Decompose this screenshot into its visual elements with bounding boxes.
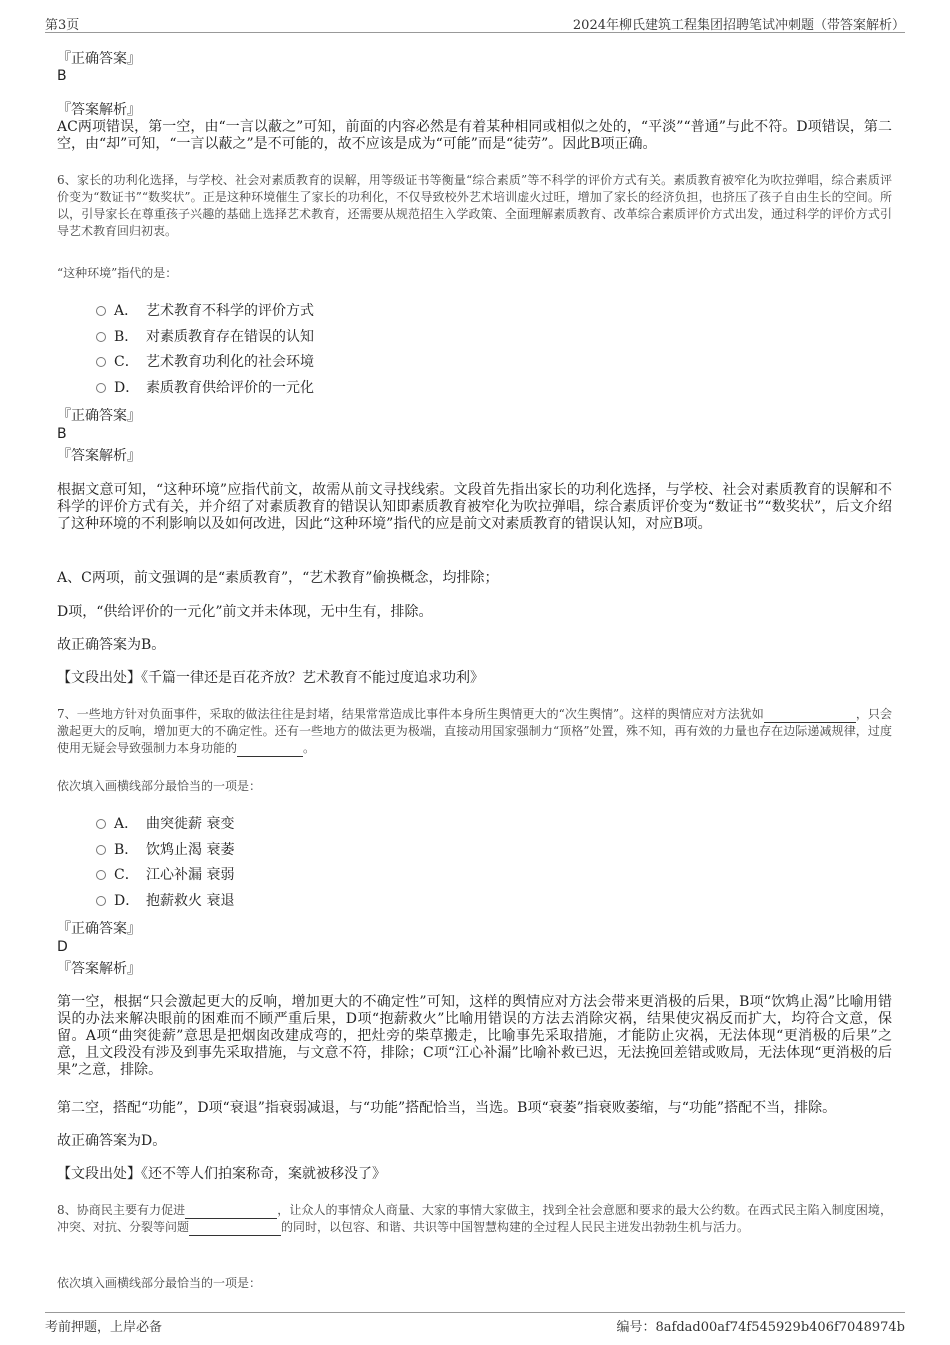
- question-stem: 7、一些地方针对负面事件，采取的做法往往是封堵，结果常常造成比事件本身所生舆情更大的“次生舆情”。这样的舆情应对方法犹如 ，只会激起更大的反响，增加更大的不确定性。还有一些地方的做法更为极端，直接动用国家强制力“顶格”处置，殊不知，再有效的力量也存在边际递减规律，过度使用无疑会导致强制力本身功能的 。: [57, 707, 892, 755]
- analysis-text: 故正确答案为B。: [57, 637, 166, 653]
- option-b[interactable]: B． 饮鸩止渴 衰萎: [96, 841, 234, 859]
- option-c[interactable]: C． 艺术教育功利化的社会环境: [96, 353, 314, 371]
- question-stem: 8、协商民主要有力促进 ，让众人的事情众人商量、大家的事情大家做主，找到全社会意愿和要求的最大公约数。在西式民主陷入制度困境，冲突、对抗、分裂等问题 的同时，以包容、和谐、共识等中国智慧构建的全过程人民民主迸发出勃勃生机与活力。: [57, 1203, 892, 1234]
- question-stem: 6、家长的功利化选择，与学校、社会对素质教育的误解，用等级证书等衡量“综合素质”等不科学的评价方式有关。素质教育被窄化为吹拉弹唱，综合素质评价变为“数证书”“数奖状”。正是这种环境催生了家长的功利化，不仅导致校外艺术培训虚火过旺，增加了家长的经济负担，也挤压了孩子自由生长的空间。所以，引导家长在尊重孩子兴趣的基础上选择艺术教育，还需要从规范招生入学政策、全面理解素质教育、改革综合素质评价方式出发，通过科学的评价方式引导艺术教育回归初衷。: [57, 173, 892, 238]
- question-prompt: 依次填入画横线部分最恰当的一项是：: [57, 1276, 262, 1290]
- question-prompt: 依次填入画横线部分最恰当的一项是：: [57, 779, 262, 793]
- page-header: [45, 14, 905, 33]
- radio-button-icon[interactable]: [96, 332, 106, 342]
- analysis-text: 第一空，根据“只会激起更大的反响，增加更大的不确定性”可知，这样的舆情应对方法会带来更消极的后果，B项“饮鸩止渴”比喻用错误的办法来解决眼前的困难而不顾严重后果，D项“抱薪救火”比喻用错误的方法去消除灾祸，结果使灾祸反而扩大，均符合文意，保留。A项“曲突徙薪”意思是把烟囱改建成弯的，把灶旁的柴草搬走，比喻事先采取措施，才能防止灾祸，无法体现“更消极的后果”之意，且文段没有涉及到事先采取措施，与文意不符，排除；C项“江心补漏”比喻补救已迟，无法挽回差错或败局，无法体现“更消极的后果”之意，排除。: [57, 994, 892, 1078]
- analysis-label: 『答案解析』: [57, 961, 141, 977]
- analysis-text: D项，“供给评价的一元化”前文并未体现，无中生有，排除。: [57, 604, 433, 620]
- correct-answer-label: 『正确答案』: [57, 921, 141, 937]
- correct-answer-value: B: [57, 68, 67, 84]
- fill-blank: [185, 1206, 277, 1219]
- radio-button-icon[interactable]: [96, 845, 106, 855]
- fill-blank: [189, 1223, 281, 1236]
- analysis-label: 『答案解析』: [57, 448, 141, 464]
- option-d[interactable]: D． 素质教育供给评价的一元化: [96, 379, 314, 397]
- footer-slogan: 考前押题，上岸必备: [45, 1320, 163, 1335]
- fill-blank: [237, 744, 303, 757]
- radio-button-icon[interactable]: [96, 383, 106, 393]
- radio-button-icon[interactable]: [96, 357, 106, 367]
- option-a[interactable]: A． 艺术教育不科学的评价方式: [96, 302, 314, 320]
- radio-button-icon[interactable]: [96, 896, 106, 906]
- option-b[interactable]: B． 对素质教育存在错误的认知: [96, 328, 314, 346]
- analysis-text: 根据文意可知，“这种环境”应指代前文，故需从前文寻找线索。文段首先指出家长的功利化选择，与学校、社会对素质教育的误解和不科学的评价方式有关，并介绍了对素质教育的错误认知即素质教育被窄化为吹拉弹唱，综合素质评价变为“数证书”“数奖状”，后文介绍了这种环境的不利影响以及如何改进，因此“这种环境”指代的应是前文对素质教育的错误认知，对应B项。: [57, 482, 892, 532]
- radio-button-icon[interactable]: [96, 306, 106, 316]
- correct-answer-label: 『正确答案』: [57, 408, 141, 424]
- option-a[interactable]: A． 曲突徙薪 衰变: [96, 815, 234, 833]
- radio-button-icon[interactable]: [96, 870, 106, 880]
- analysis-text: 第二空，搭配“功能”，D项“衰退”指衰弱减退，与“功能”搭配恰当，当选。B项“衰萎”指衰败萎缩，与“功能”搭配不当，排除。: [57, 1100, 837, 1116]
- document-title: 2024年柳氏建筑工程集团招聘笔试冲刺题（带答案解析）: [572, 18, 905, 33]
- correct-answer-value: B: [57, 426, 67, 442]
- radio-button-icon[interactable]: [96, 819, 106, 829]
- analysis-text: 故正确答案为D。: [57, 1133, 167, 1149]
- page-number: 第3页: [45, 18, 80, 33]
- analysis-text: AC两项错误，第一空，由“一言以蔽之”可知，前面的内容必然是有着某种相同或相似之处的，“平淡”“普通”与此不符。D项错误，第二空，由“却”可知，“一言以蔽之”是不可能的，故不应该是成为“可能”而是“徒劳”。因此B项正确。: [57, 119, 892, 152]
- analysis-label: 『答案解析』: [57, 102, 141, 118]
- page-footer: [45, 1312, 905, 1335]
- correct-answer-value: D: [57, 939, 68, 955]
- option-d[interactable]: D． 抱薪救火 衰退: [96, 892, 234, 910]
- correct-answer-label: 『正确答案』: [57, 51, 141, 67]
- fill-blank: [764, 710, 856, 723]
- option-c[interactable]: C． 江心补漏 衰弱: [96, 866, 234, 884]
- passage-source: 【文段出处】《千篇一律还是百花齐放？艺术教育不能过度追求功利》: [57, 670, 484, 686]
- passage-source: 【文段出处】《还不等人们拍案称奇，案就被移没了》: [57, 1166, 386, 1182]
- document-id: 编号：8afdad00af74f545929b406f7048974b: [616, 1320, 905, 1335]
- question-prompt: “这种环境”指代的是：: [57, 266, 178, 280]
- analysis-text: A、C两项，前文强调的是“素质教育”，“艺术教育”偷换概念，均排除；: [57, 570, 499, 586]
